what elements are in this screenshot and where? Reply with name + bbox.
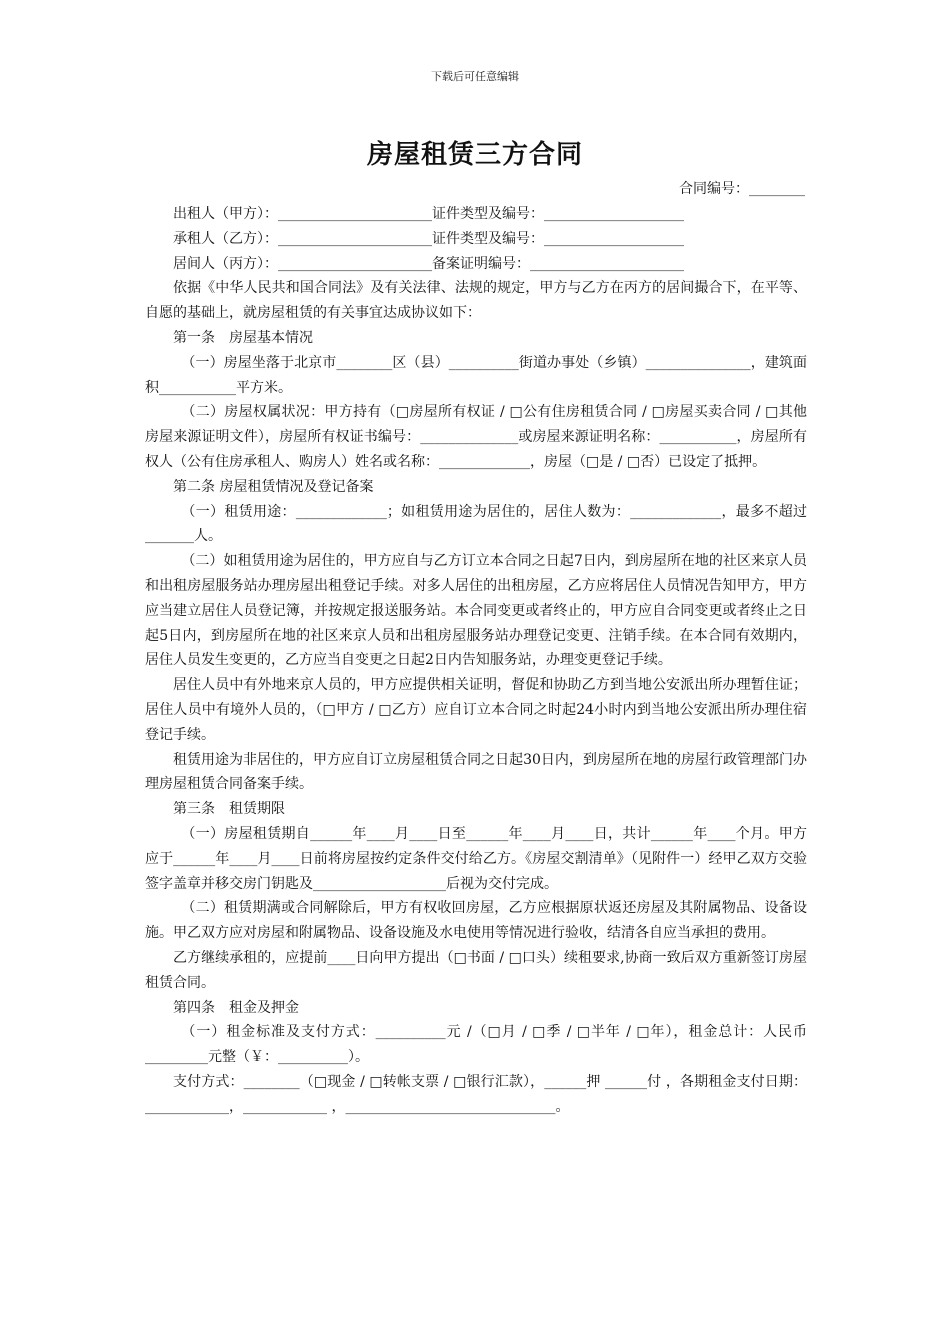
contract-number: 合同编号：________ — [679, 181, 805, 197]
header-note: 下载后可任意编辑 — [431, 70, 519, 83]
article-4-payment: 支付方式：________（□现金 / □转帐支票 / □银行汇款），______押 ______付 ，各期租金支付日期： ____________，____________ ，______________________________。 — [145, 1073, 807, 1115]
preamble: 依据《中华人民共和国合同法》及有关法律、法规的规定，甲方与乙方在丙方的居间撮合下，在平等、自愿的基础上，就房屋租赁的有关事宜达成协议如下： — [145, 280, 807, 322]
contract-body — [145, 202, 807, 1119]
article-1-heading: 第一条 房屋基本情况 — [173, 329, 313, 346]
article-2-clause-1: （一）租赁用途：_____________；如租赁用途为居住的，居住人数为：_____________，最多不超过_______人。 — [145, 503, 807, 545]
article-1-clause-2: （二）房屋权属状况：甲方持有（□房屋所有权证 / □公有住房租赁合同 / □房屋买卖合同 / □其他房屋来源证明文件），房屋所有权证书编号：______________或房屋来源证明名称：___________，房屋所有权人（公有住房承租人、购房人）姓名或名称：_____________，房屋（□是 / □否）已设定了抵押。 — [145, 404, 807, 470]
article-3-clause-1: （一）房屋租赁期自______年____月____日至______年____月____日，共计______年____个月。甲方应于______年____月____日前将房屋按约定条件交付给乙方。《房屋交割清单》（见附件一）经甲乙双方交验签字盖章并移交房门钥匙及___________________后视为交付完成。 — [145, 825, 807, 892]
article-2-para-4: 租赁用途为非居住的，甲方应自订立房屋租赁合同之日起30日内，到房屋所在地的房屋行政管理部门办理房屋租赁合同备案手续。 — [145, 751, 807, 793]
article-1-clause-1: （一）房屋坐落于北京市________区（县）__________街道办事处（乡镇）_______________，建筑面积___________平方米。 — [145, 354, 807, 396]
party-b-line: 承租人（乙方）：______________________证件类型及编号：____________________ — [173, 230, 684, 247]
article-3-para-3: 乙方继续承租的，应提前____日向甲方提出（□书面 / □口头）续租要求,协商一致后双方重新签订房屋租赁合同。 — [145, 949, 807, 991]
article-4-clause-1: （一）租金标准及支付方式：__________元 /（□月 / □季 / □半年 / □年），租金总计：人民币_________元整（￥：__________）。 — [145, 1024, 807, 1066]
party-a-line: 出租人（甲方）：______________________证件类型及编号：____________________ — [173, 206, 684, 222]
article-2-heading: 第二条 房屋租赁情况及登记备案 — [173, 478, 374, 495]
party-c-line: 居间人（丙方）：______________________备案证明编号：______________________ — [173, 255, 684, 272]
document-title: 房屋租赁三方合同 — [366, 140, 583, 170]
article-3-clause-2: （二）租赁期满或合同解除后，甲方有权收回房屋，乙方应根据原状返还房屋及其附属物品、设备设施。甲乙双方应对房屋和附属物品、设备设施及水电使用等情况进行验收，结清各自应当承担的费用。 — [145, 900, 807, 942]
article-2-clause-2: （二）如租赁用途为居住的，甲方应自与乙方订立本合同之日起7日内，到房屋所在地的社区来京人员和出租房屋服务站办理房屋出租登记手续。对多人居住的出租房屋，乙方应将居住人员情况告知甲方，甲方应当建立居住人员登记簿，并按规定报送服务站。本合同变更或者终止的，甲方应自合同变更或者终止之日起5日内，到房屋所在地的社区来京人员和出租房屋服务站办理登记变更、注销手续。在本合同有效期内，居住人员发生变更的，乙方应当自变更之日起2日内告知服务站，办理变更登记手续。 — [145, 553, 807, 669]
article-3-heading: 第三条 租赁期限 — [173, 801, 285, 818]
article-2-para-3: 居住人员中有外地来京人员的，甲方应提供相关证明，督促和协助乙方到当地公安派出所办理暂住证；居住人员中有境外人员的，（□甲方 / □乙方）应自订立本合同之时起24小时内到当地公安派出所办理住宿登记手续。 — [145, 677, 807, 743]
article-4-heading: 第四条 租金及押金 — [173, 999, 299, 1016]
